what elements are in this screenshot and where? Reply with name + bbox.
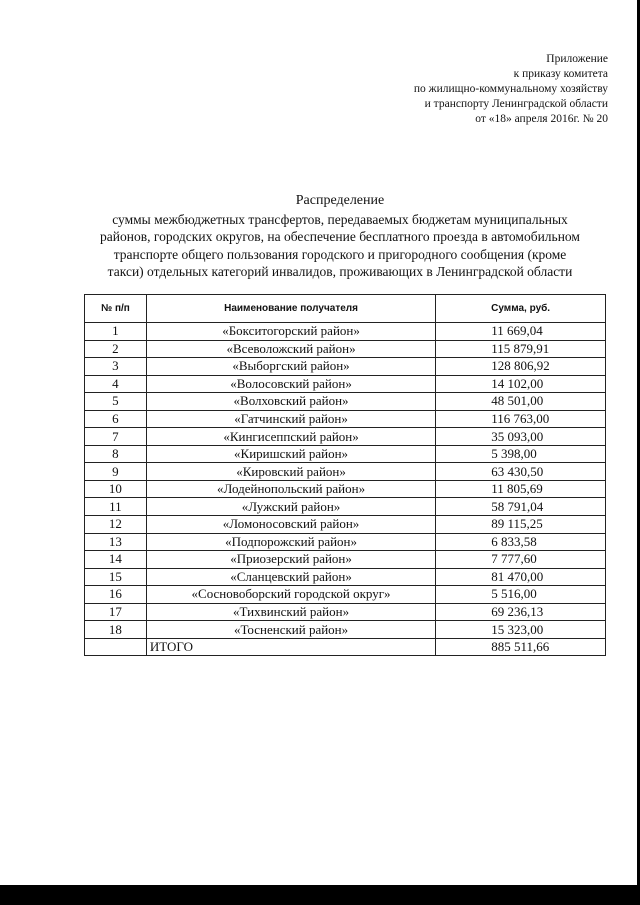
cell-num: 9	[85, 463, 147, 481]
cell-recipient: «Сланцевский район»	[146, 568, 435, 586]
cell-recipient: «Гатчинский район»	[146, 410, 435, 428]
table-row	[85, 375, 606, 393]
table-row	[85, 621, 606, 639]
cell-recipient: «Киришский район»	[146, 445, 435, 463]
table-row	[85, 340, 606, 358]
table-row	[85, 323, 606, 341]
table-total-row	[85, 638, 606, 656]
cell-sum: 69 236,13	[436, 603, 606, 621]
cell-num: 16	[85, 586, 147, 604]
cell-sum: 128 806,92	[436, 358, 606, 376]
cell-recipient: «Приозерский район»	[146, 551, 435, 569]
cell-num: 14	[85, 551, 147, 569]
cell-num: 4	[85, 375, 147, 393]
table-row	[85, 358, 606, 376]
column-header-name: Наименование получателя	[146, 295, 435, 323]
total-sum: 885 511,66	[436, 638, 606, 656]
cell-sum: 11 669,04	[436, 323, 606, 341]
cell-recipient: «Лодейнопольский район»	[146, 480, 435, 498]
table-row	[85, 516, 606, 534]
table-row	[85, 498, 606, 516]
title-line: суммы межбюджетных трансфертов, передаваемых бюджетам муниципальных	[112, 211, 568, 227]
cell-recipient: «Ломоносовский район»	[146, 516, 435, 534]
scan-bottom-band	[0, 885, 640, 905]
cell-recipient: «Лужский район»	[146, 498, 435, 516]
cell-recipient: «Волосовский район»	[146, 375, 435, 393]
cell-recipient: «Выборгский район»	[146, 358, 435, 376]
title-heading: Распределение	[295, 193, 385, 208]
cell-num: 6	[85, 410, 147, 428]
table-row	[85, 533, 606, 551]
cell-num: 13	[85, 533, 147, 551]
cell-num: 10	[85, 480, 147, 498]
cell-sum: 35 093,00	[436, 428, 606, 446]
cell-recipient: «Кировский район»	[146, 463, 435, 481]
cell-num-empty	[85, 638, 147, 656]
cell-num: 7	[85, 428, 147, 446]
column-header-sum: Сумма, руб.	[436, 295, 606, 323]
cell-num: 15	[85, 568, 147, 586]
cell-sum: 15 323,00	[436, 621, 606, 639]
cell-num: 11	[85, 498, 147, 516]
cell-num: 1	[85, 323, 147, 341]
document-title	[50, 192, 630, 281]
header-line: Приложение	[546, 53, 608, 65]
cell-num: 3	[85, 358, 147, 376]
cell-num: 2	[85, 340, 147, 358]
header-line: по жилищно-коммунальному хозяйству	[413, 83, 608, 95]
cell-sum: 115 879,91	[436, 340, 606, 358]
cell-sum: 5 398,00	[436, 445, 606, 463]
title-line: районов, городских округов, на обеспечение бесплатного проезда в автомобильном	[100, 229, 580, 244]
cell-sum: 7 777,60	[436, 551, 606, 569]
cell-sum: 116 763,00	[436, 410, 606, 428]
header-line: от «18» апреля 2016г. № 20	[475, 113, 608, 125]
cell-sum: 63 430,50	[436, 463, 606, 481]
table-row	[85, 393, 606, 411]
cell-recipient: «Сосновоборский городской округ»	[146, 586, 435, 604]
cell-recipient: «Тосненский район»	[146, 621, 435, 639]
cell-recipient: «Волховский район»	[146, 393, 435, 411]
cell-recipient: «Тихвинский район»	[146, 603, 435, 621]
table-header-row	[85, 295, 606, 323]
table-row	[85, 445, 606, 463]
table-row	[85, 463, 606, 481]
appendix-header	[414, 52, 608, 127]
table-row	[85, 586, 606, 604]
title-line: транспорте общего пользования городского и пригородного сообщения (кроме	[113, 246, 567, 262]
table-row	[85, 480, 606, 498]
cell-num: 12	[85, 516, 147, 534]
cell-sum: 81 470,00	[436, 568, 606, 586]
cell-sum: 14 102,00	[436, 375, 606, 393]
table-row	[85, 410, 606, 428]
table-row	[85, 428, 606, 446]
table-body	[85, 323, 606, 656]
cell-sum: 11 805,69	[436, 480, 606, 498]
cell-num: 17	[85, 603, 147, 621]
distribution-table	[84, 294, 606, 656]
header-line: к приказу комитета	[513, 68, 608, 80]
cell-recipient: «Подпорожский район»	[146, 533, 435, 551]
header-line: и транспорту Ленинградской области	[424, 98, 608, 110]
cell-sum: 6 833,58	[436, 533, 606, 551]
total-label: ИТОГО	[146, 638, 435, 656]
cell-num: 8	[85, 445, 147, 463]
table-row	[85, 603, 606, 621]
cell-num: 18	[85, 621, 147, 639]
cell-recipient: «Всеволожский район»	[146, 340, 435, 358]
table-row	[85, 551, 606, 569]
column-header-num: № п/п	[85, 295, 147, 323]
cell-sum: 58 791,04	[436, 498, 606, 516]
title-line: такси) отдельных категорий инвалидов, проживающих в Ленинградской области	[107, 264, 573, 279]
cell-sum: 48 501,00	[436, 393, 606, 411]
cell-num: 5	[85, 393, 147, 411]
cell-sum: 5 516,00	[436, 586, 606, 604]
table-row	[85, 568, 606, 586]
cell-recipient: «Кингисеппский район»	[146, 428, 435, 446]
cell-recipient: «Бокситогорский район»	[146, 323, 435, 341]
cell-sum: 89 115,25	[436, 516, 606, 534]
